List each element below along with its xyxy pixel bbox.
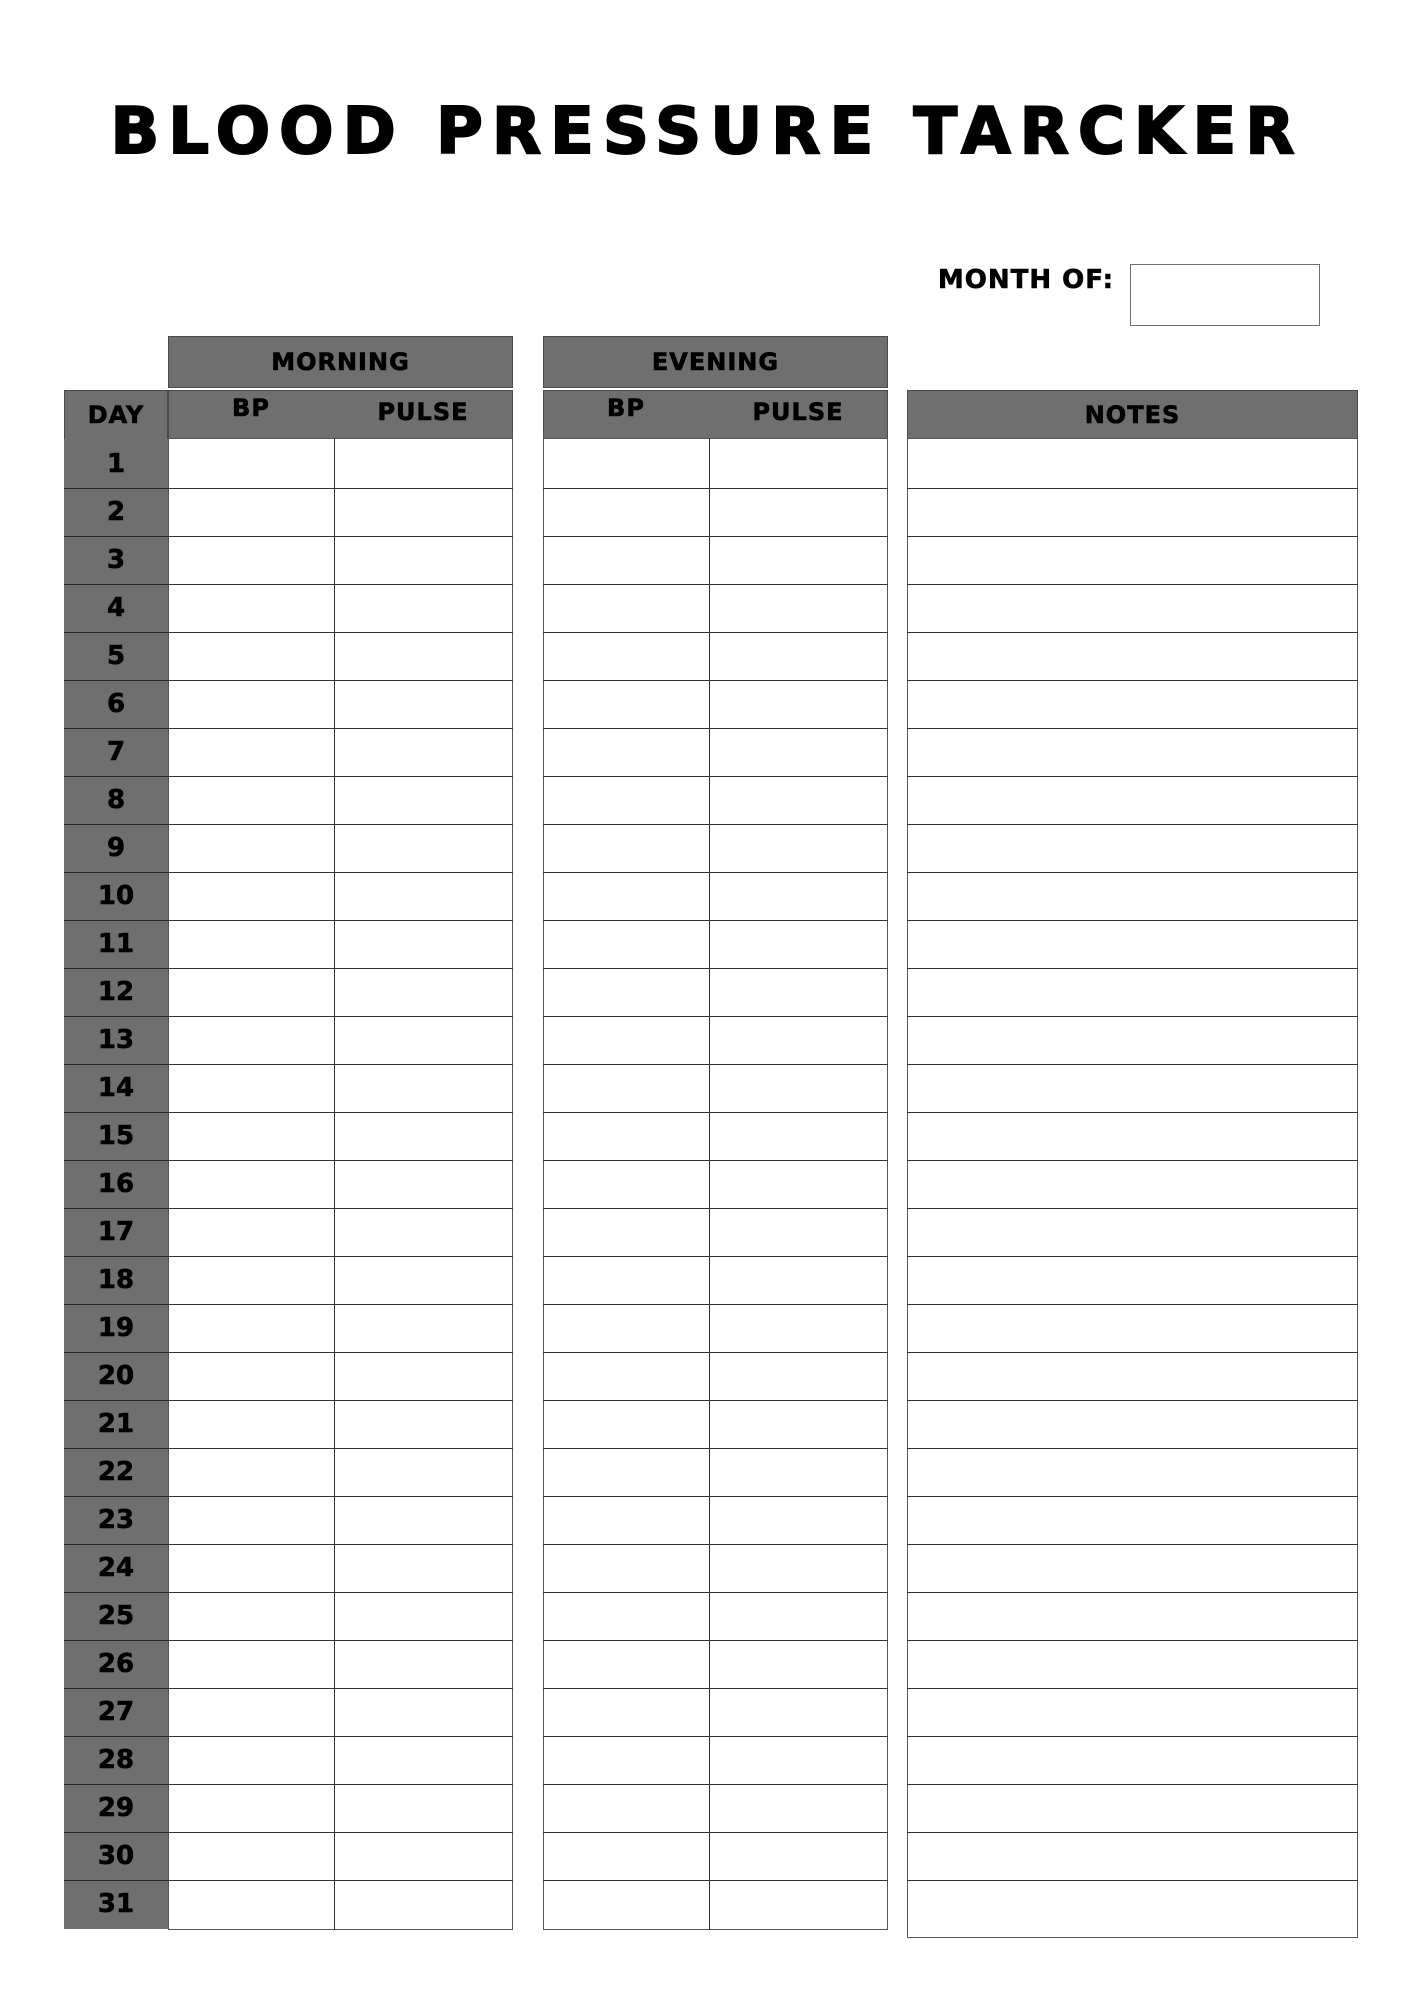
morning-row-line bbox=[168, 584, 513, 585]
evening-row-line bbox=[543, 872, 888, 873]
day-row-divider bbox=[64, 1448, 168, 1449]
evening-row-line bbox=[543, 1544, 888, 1545]
morning-row-line bbox=[168, 1112, 513, 1113]
evening-row-line bbox=[543, 728, 888, 729]
notes-row-line bbox=[907, 1832, 1358, 1833]
morning-row-line bbox=[168, 632, 513, 633]
evening-row-line bbox=[543, 1592, 888, 1593]
day-row-divider bbox=[64, 968, 168, 969]
evening-row-line bbox=[543, 1112, 888, 1113]
day-number: 27 bbox=[97, 1697, 135, 1727]
evening-row-line bbox=[543, 1640, 888, 1641]
day-number: 3 bbox=[106, 545, 126, 575]
month-label: MONTH OF: bbox=[937, 265, 1114, 295]
morning-row-line bbox=[168, 1640, 513, 1641]
evening-row-line bbox=[543, 632, 888, 633]
day-row-divider bbox=[64, 536, 168, 537]
evening-row-line bbox=[543, 584, 888, 585]
day-number: 10 bbox=[97, 881, 135, 911]
notes-row-line bbox=[907, 1496, 1358, 1497]
notes-row-line bbox=[907, 1352, 1358, 1353]
notes-row-line bbox=[907, 680, 1358, 681]
notes-row-line bbox=[907, 1880, 1358, 1881]
notes-grid bbox=[907, 438, 1358, 1938]
notes-row-line bbox=[907, 776, 1358, 777]
day-number: 20 bbox=[97, 1361, 135, 1391]
day-row-divider bbox=[64, 584, 168, 585]
day-number: 15 bbox=[97, 1121, 135, 1151]
morning-row-line bbox=[168, 488, 513, 489]
page-title: BLOOD PRESSURE TARCKER bbox=[110, 95, 1304, 169]
day-row-divider bbox=[64, 1784, 168, 1785]
evening-row-line bbox=[543, 920, 888, 921]
evening-column-divider bbox=[709, 438, 710, 1930]
day-number: 7 bbox=[106, 737, 126, 767]
day-header-label: DAY bbox=[87, 401, 145, 429]
notes-row-line bbox=[907, 728, 1358, 729]
day-number: 6 bbox=[106, 689, 126, 719]
day-row-divider bbox=[64, 872, 168, 873]
evening-row-line bbox=[543, 1352, 888, 1353]
morning-row-line bbox=[168, 1448, 513, 1449]
evening-row-line bbox=[543, 1496, 888, 1497]
notes-row-line bbox=[907, 968, 1358, 969]
day-number: 22 bbox=[97, 1457, 135, 1487]
notes-row-line bbox=[907, 1256, 1358, 1257]
evening-row-line bbox=[543, 824, 888, 825]
day-number: 26 bbox=[97, 1649, 135, 1679]
notes-row-line bbox=[907, 1208, 1358, 1209]
notes-row-line bbox=[907, 1016, 1358, 1017]
evening-row-line bbox=[543, 1448, 888, 1449]
notes-row-line bbox=[907, 584, 1358, 585]
day-number: 8 bbox=[106, 785, 126, 815]
day-number: 2 bbox=[106, 497, 126, 527]
morning-row-line bbox=[168, 1208, 513, 1209]
notes-row-line bbox=[907, 488, 1358, 489]
evening-pulse-header: PULSE bbox=[752, 398, 844, 426]
morning-row-line bbox=[168, 1688, 513, 1689]
notes-header bbox=[907, 390, 1358, 440]
morning-row-line bbox=[168, 1544, 513, 1545]
day-row-divider bbox=[64, 1256, 168, 1257]
morning-row-line bbox=[168, 968, 513, 969]
day-number: 25 bbox=[97, 1601, 135, 1631]
day-row-divider bbox=[64, 776, 168, 777]
day-number: 31 bbox=[97, 1889, 135, 1919]
notes-row-line bbox=[907, 1688, 1358, 1689]
evening-row-line bbox=[543, 1832, 888, 1833]
day-row-divider bbox=[64, 1832, 168, 1833]
notes-row-line bbox=[907, 1784, 1358, 1785]
day-row-divider bbox=[64, 1208, 168, 1209]
day-number: 28 bbox=[97, 1745, 135, 1775]
morning-row-line bbox=[168, 1016, 513, 1017]
morning-header bbox=[168, 336, 513, 388]
notes-row-line bbox=[907, 1448, 1358, 1449]
day-number: 13 bbox=[97, 1025, 135, 1055]
morning-row-line bbox=[168, 776, 513, 777]
day-number: 11 bbox=[97, 929, 135, 959]
notes-row-line bbox=[907, 1400, 1358, 1401]
evening-row-line bbox=[543, 1784, 888, 1785]
day-row-divider bbox=[64, 1496, 168, 1497]
morning-row-line bbox=[168, 1736, 513, 1737]
notes-row-line bbox=[907, 1112, 1358, 1113]
day-number: 19 bbox=[97, 1313, 135, 1343]
day-row-divider bbox=[64, 1352, 168, 1353]
day-row-divider bbox=[64, 680, 168, 681]
day-row-divider bbox=[64, 920, 168, 921]
evening-row-line bbox=[543, 680, 888, 681]
day-row-divider bbox=[64, 632, 168, 633]
day-row-divider bbox=[64, 1160, 168, 1161]
day-row-divider bbox=[64, 488, 168, 489]
day-number: 29 bbox=[97, 1793, 135, 1823]
day-number: 9 bbox=[106, 833, 126, 863]
morning-grid bbox=[168, 438, 513, 1930]
evening-row-line bbox=[543, 1208, 888, 1209]
day-row-divider bbox=[64, 1592, 168, 1593]
morning-bp-header: BP bbox=[232, 394, 270, 422]
morning-row-line bbox=[168, 1064, 513, 1065]
day-number: 5 bbox=[106, 641, 126, 671]
evening-row-line bbox=[543, 776, 888, 777]
notes-row-line bbox=[907, 536, 1358, 537]
day-row-divider bbox=[64, 1544, 168, 1545]
day-number: 24 bbox=[97, 1553, 135, 1583]
evening-header-label: EVENING bbox=[651, 348, 780, 376]
evening-row-line bbox=[543, 536, 888, 537]
evening-row-line bbox=[543, 1400, 888, 1401]
evening-row-line bbox=[543, 1016, 888, 1017]
morning-row-line bbox=[168, 872, 513, 873]
day-row-divider bbox=[64, 1400, 168, 1401]
day-row-divider bbox=[64, 1688, 168, 1689]
notes-row-line bbox=[907, 824, 1358, 825]
morning-row-line bbox=[168, 1400, 513, 1401]
morning-pulse-header: PULSE bbox=[377, 398, 469, 426]
day-row-divider bbox=[64, 728, 168, 729]
evening-row-line bbox=[543, 1064, 888, 1065]
evening-row-line bbox=[543, 488, 888, 489]
notes-row-line bbox=[907, 1064, 1358, 1065]
notes-row-line bbox=[907, 920, 1358, 921]
notes-row-line bbox=[907, 1592, 1358, 1593]
day-row-divider bbox=[64, 1064, 168, 1065]
notes-row-line bbox=[907, 1160, 1358, 1161]
evening-bp-header: BP bbox=[607, 394, 645, 422]
day-number: 4 bbox=[106, 593, 126, 623]
morning-column-divider bbox=[334, 438, 335, 1930]
day-row-divider bbox=[64, 1880, 168, 1881]
notes-row-line bbox=[907, 1736, 1358, 1737]
morning-row-line bbox=[168, 1304, 513, 1305]
morning-row-line bbox=[168, 824, 513, 825]
morning-row-line bbox=[168, 920, 513, 921]
day-number: 18 bbox=[97, 1265, 135, 1295]
day-number: 12 bbox=[97, 977, 135, 1007]
day-row-divider bbox=[64, 1304, 168, 1305]
morning-row-line bbox=[168, 1256, 513, 1257]
notes-row-line bbox=[907, 1544, 1358, 1545]
morning-row-line bbox=[168, 1352, 513, 1353]
evening-row-line bbox=[543, 1688, 888, 1689]
day-row-divider bbox=[64, 1640, 168, 1641]
day-number: 30 bbox=[97, 1841, 135, 1871]
day-number: 21 bbox=[97, 1409, 135, 1439]
evening-row-line bbox=[543, 1256, 888, 1257]
day-row-divider bbox=[64, 1112, 168, 1113]
day-number: 17 bbox=[97, 1217, 135, 1247]
day-number: 14 bbox=[97, 1073, 135, 1103]
morning-header-label: MORNING bbox=[271, 348, 410, 376]
morning-row-line bbox=[168, 536, 513, 537]
notes-row-line bbox=[907, 1304, 1358, 1305]
day-row-divider bbox=[64, 1736, 168, 1737]
notes-header-label: NOTES bbox=[1084, 401, 1181, 429]
morning-row-line bbox=[168, 1160, 513, 1161]
day-row-divider bbox=[64, 824, 168, 825]
day-number: 1 bbox=[106, 449, 126, 479]
morning-row-line bbox=[168, 1592, 513, 1593]
notes-row-line bbox=[907, 872, 1358, 873]
morning-row-line bbox=[168, 1880, 513, 1881]
evening-row-line bbox=[543, 1736, 888, 1737]
notes-row-line bbox=[907, 632, 1358, 633]
evening-header bbox=[543, 336, 888, 388]
evening-row-line bbox=[543, 1880, 888, 1881]
notes-row-line bbox=[907, 1640, 1358, 1641]
morning-row-line bbox=[168, 680, 513, 681]
day-number: 16 bbox=[97, 1169, 135, 1199]
morning-row-line bbox=[168, 1496, 513, 1497]
evening-row-line bbox=[543, 1160, 888, 1161]
evening-row-line bbox=[543, 968, 888, 969]
month-input-box[interactable] bbox=[1130, 264, 1320, 326]
morning-row-line bbox=[168, 728, 513, 729]
day-number: 23 bbox=[97, 1505, 135, 1535]
evening-row-line bbox=[543, 1304, 888, 1305]
morning-row-line bbox=[168, 1832, 513, 1833]
evening-grid bbox=[543, 438, 888, 1930]
day-header bbox=[64, 390, 168, 440]
morning-row-line bbox=[168, 1784, 513, 1785]
day-row-divider bbox=[64, 1016, 168, 1017]
